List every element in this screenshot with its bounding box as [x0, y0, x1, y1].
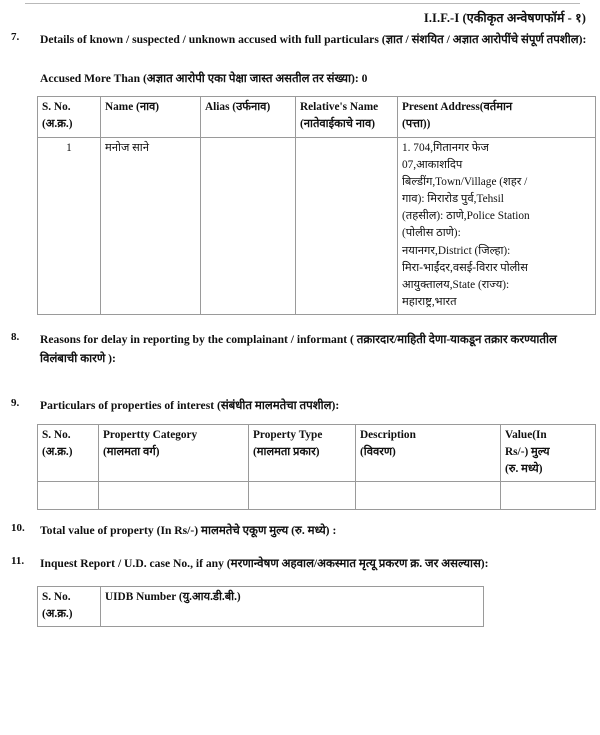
property-col-value-l1: Value(In [505, 428, 547, 441]
section-8-text: Reasons for delay in reporting by the complainant / informant ( तक्रारदार/माहिती देणा-याकडून तक्रार करण्यातील विलंबाची कारणे ): [40, 333, 557, 365]
accused-col-address [398, 97, 596, 137]
spacer [0, 416, 600, 424]
accused-col-relative-mr: (नातेवाईकाचे नाव) [300, 118, 375, 131]
property-col-type [249, 424, 356, 481]
property-cell-type [249, 482, 356, 510]
property-table-header-row [38, 424, 596, 481]
accused-cell-alias [201, 137, 296, 315]
top-divider [25, 3, 580, 4]
accused-col-sno-mr: (अ.क्र.) [42, 118, 73, 131]
spacer [0, 88, 600, 96]
property-col-category-mr: (मालमता वर्ग) [103, 445, 160, 458]
section-7-text: Details of known / suspected / unknown accused with full particulars (ज्ञात / संशयित / अज्ञात आरोपींचे संपूर्ण तपशील): [40, 33, 587, 46]
accused-cell-sno: 1 [38, 137, 101, 315]
address-line: (तहसील): ठाणे,Police Station [402, 210, 530, 223]
section-11 [0, 555, 600, 574]
property-col-category-en: Propertty Category [103, 428, 198, 441]
section-8-number: 8. [11, 331, 20, 344]
section-9 [0, 397, 600, 416]
table-row [38, 137, 596, 315]
address-line: 07,आकाशदिप [402, 158, 463, 171]
address-line: बिल्डींग,Town/Village (शहर / [402, 175, 528, 188]
property-col-value-l2: Rs/-) मुल्य [505, 445, 550, 458]
table-row [38, 482, 596, 510]
address-line: 1. 704,गितानगर फेज [402, 141, 489, 154]
property-table [37, 424, 596, 510]
address-line: मिरा-भाईंदर,वसई-विरार पोलीस [402, 261, 528, 274]
property-col-category [99, 424, 249, 481]
property-col-description [356, 424, 501, 481]
accused-col-name: Name (नाव) [101, 97, 201, 137]
address-line: (पोलीस ठाणे): [402, 227, 461, 240]
property-col-type-mr: (मालमता प्रकार) [253, 445, 320, 458]
address-line: गाव): मिरारोड पुर्व,Tehsil [402, 193, 504, 206]
document-content [0, 31, 600, 627]
accused-col-sno [38, 97, 101, 137]
accused-col-relative [296, 97, 398, 137]
accused-cell-address [398, 137, 596, 315]
section-9-number: 9. [11, 396, 20, 409]
spacer [0, 574, 600, 586]
accused-cell-relative [296, 137, 398, 315]
uidb-col-sno-mr: (अ.क्र.) [42, 607, 73, 620]
accused-col-address-en: Present Address(वर्तमान [402, 101, 513, 114]
property-col-sno [38, 424, 99, 481]
uidb-table [37, 586, 484, 627]
accused-col-address-mr: (पत्ता)) [402, 118, 431, 131]
accused-table-header-row [38, 97, 596, 137]
spacer [0, 315, 600, 331]
property-col-sno-mr: (अ.क्र.) [42, 445, 73, 458]
uidb-col-sno-en: S. No. [42, 590, 71, 603]
accused-more-than-line: Accused More Than (अज्ञात आरोपी एका पेक्षा जास्त असतील तर संख्या): 0 [40, 71, 368, 85]
accused-cell-name: मनोज साने [101, 137, 201, 315]
property-col-value [501, 424, 596, 481]
property-col-sno-en: S. No. [42, 428, 71, 441]
uidb-col-number: UIDB Number (यु.आय.डी.बी.) [101, 586, 484, 626]
section-8 [0, 331, 600, 369]
section-9-text: Particulars of properties of interest (संबंधीत मालमतेचा तपशील): [40, 398, 340, 412]
document-header-title: I.I.F.-I (एकीकृत अन्‍वेषणफॉर्म - १) [423, 11, 586, 25]
property-cell-sno [38, 482, 99, 510]
uidb-table-header-row [38, 586, 484, 626]
address-line: आयुक्तालय,State (राज्य): [402, 278, 510, 291]
section-10-number: 10. [11, 522, 25, 535]
spacer [0, 541, 600, 555]
property-col-value-l3: (रु. मध्ये) [505, 462, 543, 475]
property-col-description-mr: (विवरण) [360, 445, 396, 458]
accused-col-alias: Alias (उर्फनाव) [201, 97, 296, 137]
section-10 [0, 522, 600, 541]
property-col-type-en: Property Type [253, 428, 323, 441]
section-7-number: 7. [11, 31, 20, 43]
spacer [0, 50, 600, 70]
property-cell-category [99, 482, 249, 510]
section-11-number: 11. [11, 554, 25, 567]
accused-table [37, 96, 596, 315]
section-11-text: Inquest Report / U.D. case No., if any (मरणान्वेषण अहवाल/अकस्मात मृत्यू प्रकरण क्र. जर असल्यास): [40, 556, 489, 570]
section-7 [0, 31, 600, 50]
property-col-description-en: Description [360, 428, 416, 441]
section-10-text: Total value of property (In Rs/-) मालमतेचे एकूण मुल्य (रु. मध्ये) : [40, 524, 337, 538]
property-cell-value [501, 482, 596, 510]
spacer [0, 369, 600, 397]
address-line: नयानगर,District (जिल्हा): [402, 244, 511, 257]
accused-col-relative-en: Relative's Name [300, 101, 379, 114]
spacer [0, 510, 600, 522]
uidb-col-sno [38, 586, 101, 626]
accused-col-sno-en: S. No. [42, 101, 71, 114]
address-line: महाराष्ट्र,भारत [402, 296, 457, 309]
property-cell-description [356, 482, 501, 510]
